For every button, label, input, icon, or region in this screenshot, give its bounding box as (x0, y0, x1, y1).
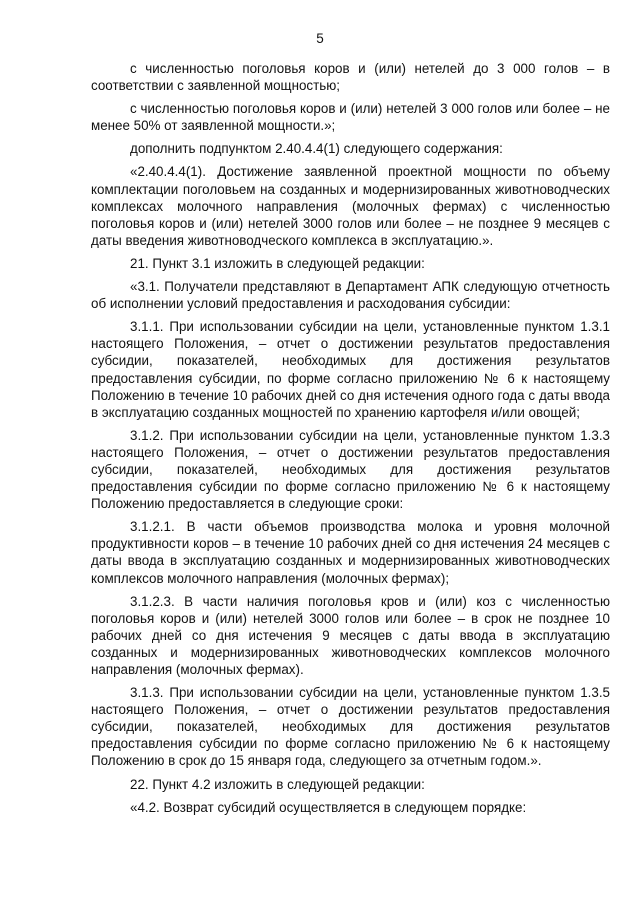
paragraph-4-2: «4.2. Возврат субсидий осуществляется в следующем порядке: (130, 799, 527, 815)
page-number: 5 (316, 31, 324, 46)
paragraph-cows-3000-or-more: с численностью поголовья коров и (или) нетелей 3 000 голов или более – не менее 50% от заявленной мощности.»; (91, 101, 610, 134)
paragraph-2-40-4-4-1: «2.40.4.4(1). Достижение заявленной проектной мощности по объему комплектации поголовьем на созданных и модернизированных животноводческих комплексах молочного направления (молочных фермах) с численностью поголовья коров и (или) нетелей 3000 голов или более – не позднее 9 месяцев с даты введения животноводческого комплекса в эксплуатацию.». (91, 164, 610, 248)
paragraph-item-21: 21. Пункт 3.1 изложить в следующей редакции: (130, 255, 425, 271)
paragraph-item-22: 22. Пункт 4.2 изложить в следующей редакции: (130, 776, 425, 792)
paragraph-add-subitem: дополнить подпунктом 2.40.4.4(1) следующего содержания: (130, 141, 503, 157)
paragraph-3-1-2-1: 3.1.2.1. В части объемов производства молока и уровня молочной продуктивности коров – в течение 10 рабочих дней со дня истечения 24 месяцев с даты ввода в эксплуатацию созданных и модернизированных животноводческих комплексов молочного направления (молочных фермах); (91, 519, 610, 586)
paragraph-3-1-3: 3.1.3. При использовании субсидии на цели, установленные пунктом 1.3.5 настоящего Положения, – отчет о достижении результатов предоставления субсидии, показателей, необходимых для достижения результатов предоставления субсидии по форме согласно приложению № 6 к настоящему Положению в срок до 15 января года, следующего за отчетным годом.». (91, 685, 610, 769)
paragraph-cows-up-to-3000: с численностью поголовья коров и (или) нетелей до 3 000 голов – в соответствии с заявленной мощностью; (91, 61, 610, 94)
paragraph-3-1-2-3: 3.1.2.3. В части наличия поголовья кров и (или) коз с численностью поголовья коров и (или) нетелей 3000 голов или более – в срок не позднее 10 рабочих дней со дня истечения 9 месяцев с даты ввода в эксплуатацию созданных и модернизированных животноводческих комплексов молочного направления (молочных фермах). (91, 593, 610, 677)
paragraph-3-1-2: 3.1.2. При использовании субсидии на цели, установленные пунктом 1.3.3 настоящего Положения, – отчет о достижении результатов предоставления субсидии, показателей, необходимых для достижения результатов предоставления субсидии по форме согласно приложению № 6 к настоящему Положению предоставляется в следующие сроки: (91, 427, 610, 512)
document-body (91, 60, 610, 822)
paragraph-3-1-1: 3.1.1. При использовании субсидии на цели, установленные пунктом 1.3.1 настоящего Положения, – отчет о достижении результатов предоставления субсидии, показателей, необходимых для достижения результатов предоставления субсидии, по форме согласно приложению № 6 к настоящему Положению в течение 10 рабочих дней со дня истечения одного года с даты ввода в эксплуатацию созданных мощностей по хранению картофеля и/или овощей; (91, 319, 610, 420)
paragraph-3-1: «3.1. Получатели представляют в Департамент АПК следующую отчетность об исполнении условий предоставления и расходования субсидии: (91, 279, 610, 312)
